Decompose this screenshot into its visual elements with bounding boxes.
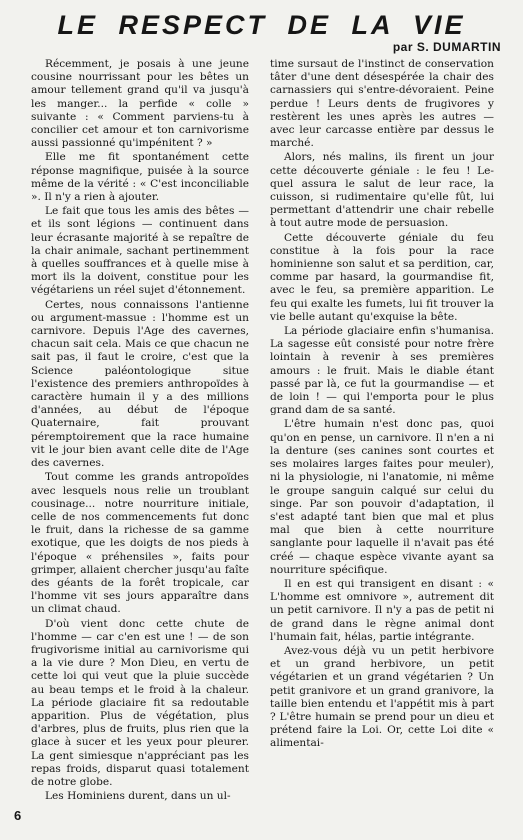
paragraph: Les Hominiens durent, dans un ul- [45,790,231,803]
right-column [270,58,494,751]
paragraph: Elle me fit spontanément cette réponse magnifique, puisée à la source même de la vérité : « C'est inconciliable ». Il n'y a rien à ajouter. [31,151,249,204]
left-column [31,58,249,803]
paragraph: time sursaut de l'instinct de conservation tâter d'une dent désespérée la chair des carnassiers qui s'entre-dévoraient. Peine perdue ! Leurs dents de frugivores y restèrent les unes après les autres — avec leur carcasse entière par dessus le marché. [270,58,494,150]
paragraph: Il en est qui transigent en disant : « L'homme est omnivore », autrement dit un petit carnivore. Il n'y a pas de petit ni de grand dans le règne animal dont l'humain fait, hélas, partie intégrante. [270,577,494,643]
author-byline: par S. DUMARTIN [392,40,501,54]
paragraph: Cette découverte géniale du feu constitue à la fois pour la race hominienne son salut et sa perdition, car, comme par hasard, la gourmandise fit, avec le feu, sa première apparition. Le feu qui exalte les fumets, lui fit trouver la vie belle autant qu'exquise la bête. [270,231,494,323]
page-number: 6 [14,808,22,823]
paragraph: Certes, nous connaissons l'antienne ou argument-massue : l'homme est un carnivore. Depuis l'Age des cavernes, chacun sait cela. Mais ce que chacun ne sait pas, il faut le croire, c'est que la Science paléontologique situe l'existence des premiers anthropoïdes à caractère humain il y a des millions d'années, au début de l'époque Quaternaire, fait prouvant péremptoirement que la race humaine vit le jour bien avant celle dite de l'Age des cavernes. [31,298,249,470]
paragraph: Tout comme les grands antropoïdes avec lesquels nous relie un troublant cousinage... notre nourriture initiale, celle de nos commencements fut donc le fruit, dans la richesse de sa gamme exotique, que les doigts de nos pieds à l'époque « préhensiles », faits pour grimper, allaient chercher jusqu'au faîte des géants de la forêt tropicale, car l'homme vit ses jours apparaître dans un climat chaud. [31,471,249,616]
paragraph: Avez-vous déjà vu un petit herbivore et un grand herbivore, un petit végétarien et un grand végétarien ? Un petit granivore et un grand granivore, la taille bien entendu et l'appétit mis à part ? L'être humain se prend pour un dieu et prétend faire la Loi. Or, cette Loi dite « alimentai- [270,644,494,750]
paragraph: Alors, nés malins, ils firent un jour cette découverte géniale : le feu ! Le-quel assura le salut de leur race, la cuisson, si rudimentaire qu'elle fût, lui permettant d'attendrir une chair rebelle à tout autre mode de persuasion. [270,151,494,230]
article-title: LE RESPECT DE LA VIE [57,10,466,40]
paragraph: Récemment, je posais à une jeune cousine nourrissant pour les bêtes un amour tellement grand qu'il va jusqu'à les manger... la perfide « colle » suivante : « Comment parviens-tu à concilier cet amour et ton carnivorisme aussi passionné qu'impénitent ? » [31,58,249,150]
paragraph: La période glaciaire enfin s'humanisa. La sagesse eût consisté pour notre frère lointain à revenir à ses premières amours : le fruit. Mais le diable étant passé par là, ce fut la gourmandise — et de loin ! — qui l'emporta pour le plus grand dam de sa santé. [270,325,494,417]
paragraph: D'où vient donc cette chute de l'homme — car c'en est une ! — de son frugivorisme initial au carnivorisme qui a la vie dure ? Mon Dieu, en vertu de cette loi qui veut que la pluie succède au beau temps et le froid à la chaleur. La période glaciaire fit sa redoutable apparition. Plus de végétation, plus d'arbres, plus de fruits, plus rien que la glace à sucer et les yeux pour pleurer. La gent simiesque n'appréciant pas les repas froids, disparut quasi totalement de notre globe. [31,617,249,788]
paragraph: L'être humain n'est donc pas, quoi qu'on en pense, un carnivore. Il n'en a ni la denture (ses canines sont courtes et ses molaires larges faites pour meuler), ni la physiologie, ni l'anatomie, ni même le groupe sanguin calqué sur celui du singe. Par son pouvoir d'adaptation, il s'est adapté tant bien que mal et plus mal que bien à cette nourriture sanglante pour laquelle il n'avait pas été créé — chaque espèce vivante ayant sa nourriture spécifique. [270,418,494,576]
paragraph: Le fait que tous les amis des bêtes — et ils sont légions — continuent dans leur écrasante majorité à se repaître de la chair animale, sachant pertinemment à quelles souffrances et à quelle mise à mort ils la doivent, constitue pour les végétariens un réel sujet d'étonnement. [31,205,249,297]
